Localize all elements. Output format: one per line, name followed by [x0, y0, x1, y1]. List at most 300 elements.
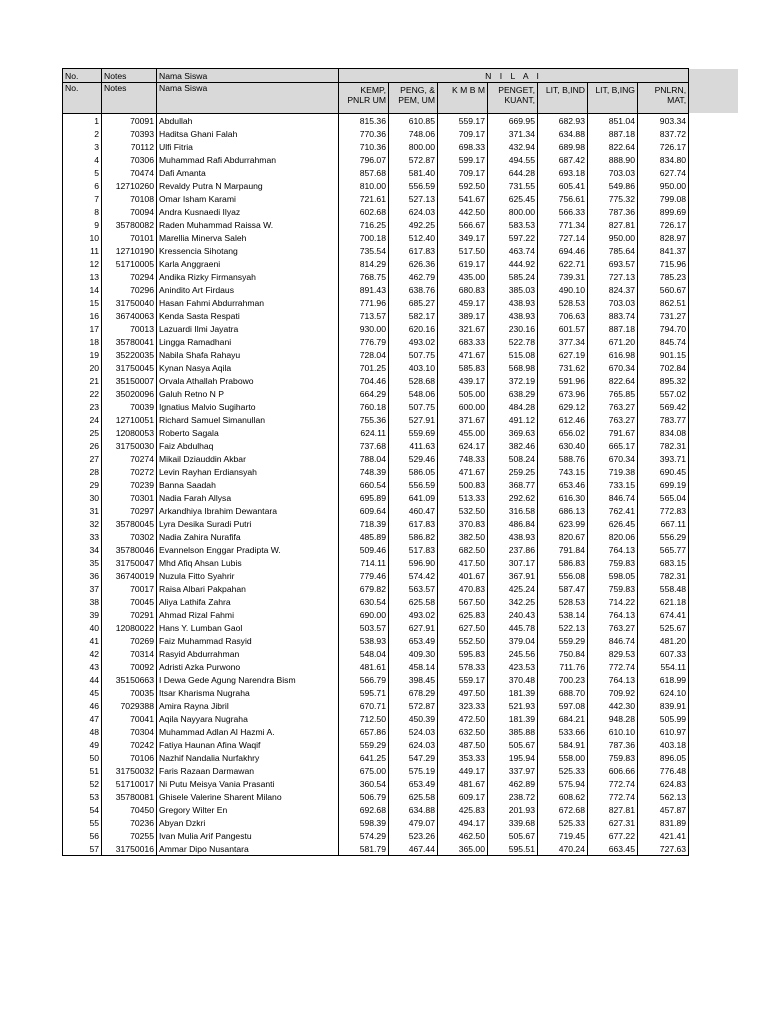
- cell-peng-pem-um: 517.83: [389, 543, 438, 556]
- cell-name: Dafi Amanta: [157, 166, 339, 179]
- cell-lit-b-ing: 606.66: [588, 764, 638, 777]
- cell-lit-b-ind: 791.84: [538, 543, 588, 556]
- cell-penget-kuant: 339.68: [488, 816, 538, 829]
- cell-lit-b-ind: 750.84: [538, 647, 588, 660]
- cell-penget-kuant: 625.45: [488, 192, 538, 205]
- cell-penget-kuant: 240.43: [488, 608, 538, 621]
- cell-name: Rasyid Abdurrahman: [157, 647, 339, 660]
- cell-pnlrn-mat: 565.04: [638, 491, 689, 504]
- cell-lit-b-ind: 672.68: [538, 803, 588, 816]
- cell-kemp-pnlr-um: 712.50: [339, 712, 389, 725]
- cell-penget-kuant: 238.72: [488, 790, 538, 803]
- cell-lit-b-ind: 566.33: [538, 205, 588, 218]
- cell-pnlrn-mat: 557.02: [638, 387, 689, 400]
- cell-pnlrn-mat: 558.48: [638, 582, 689, 595]
- cell-no: 24: [63, 413, 102, 426]
- cell-pnlrn-mat: 895.32: [638, 374, 689, 387]
- cell-pnlrn-mat: 556.29: [638, 530, 689, 543]
- cell-kemp-pnlr-um: 788.04: [339, 452, 389, 465]
- cell-lit-b-ing: 670.34: [588, 361, 638, 374]
- cell-kmbm: 472.50: [438, 712, 488, 725]
- cell-notes: 70269: [102, 634, 157, 647]
- cell-kemp-pnlr-um: 695.89: [339, 491, 389, 504]
- header-lit-b-ing: LIT, B,ING: [588, 83, 638, 114]
- cell-pnlrn-mat: 785.23: [638, 270, 689, 283]
- cell-lit-b-ing: 764.13: [588, 543, 638, 556]
- cell-no: 41: [63, 634, 102, 647]
- cell-kmbm: 748.33: [438, 452, 488, 465]
- table-row: [63, 270, 689, 283]
- cell-name: Raisa Albari Pakpahan: [157, 582, 339, 595]
- cell-notes: 70296: [102, 283, 157, 296]
- cell-pnlrn-mat: 569.42: [638, 400, 689, 413]
- cell-penget-kuant: 259.25: [488, 465, 538, 478]
- cell-notes: 12080053: [102, 426, 157, 439]
- cell-pnlrn-mat: 727.63: [638, 842, 689, 856]
- cell-lit-b-ind: 616.30: [538, 491, 588, 504]
- table-row: [63, 582, 689, 595]
- cell-kemp-pnlr-um: 566.79: [339, 673, 389, 686]
- cell-notes: 70101: [102, 231, 157, 244]
- cell-kemp-pnlr-um: 771.96: [339, 296, 389, 309]
- cell-kemp-pnlr-um: 509.46: [339, 543, 389, 556]
- cell-lit-b-ing: 820.06: [588, 530, 638, 543]
- cell-lit-b-ind: 684.21: [538, 712, 588, 725]
- cell-penget-kuant: 491.12: [488, 413, 538, 426]
- cell-peng-pem-um: 685.27: [389, 296, 438, 309]
- cell-kemp-pnlr-um: 768.75: [339, 270, 389, 283]
- cell-peng-pem-um: 524.03: [389, 725, 438, 738]
- cell-lit-b-ind: 556.08: [538, 569, 588, 582]
- cell-penget-kuant: 342.25: [488, 595, 538, 608]
- cell-pnlrn-mat: 783.77: [638, 413, 689, 426]
- cell-name: Fatiya Haunan Afina Waqif: [157, 738, 339, 751]
- cell-name: Adristi Azka Purwono: [157, 660, 339, 673]
- cell-pnlrn-mat: 782.31: [638, 569, 689, 582]
- cell-lit-b-ing: 827.81: [588, 218, 638, 231]
- cell-pnlrn-mat: 772.83: [638, 504, 689, 517]
- cell-name: Orvala Athallah Prabowo: [157, 374, 339, 387]
- cell-no: 48: [63, 725, 102, 738]
- cell-kmbm: 625.83: [438, 608, 488, 621]
- cell-no: 57: [63, 842, 102, 856]
- cell-pnlrn-mat: 393.71: [638, 452, 689, 465]
- cell-peng-pem-um: 617.83: [389, 517, 438, 530]
- header-no-2: No.: [63, 83, 102, 114]
- cell-lit-b-ind: 525.33: [538, 816, 588, 829]
- cell-kmbm: 505.00: [438, 387, 488, 400]
- cell-lit-b-ind: 627.19: [538, 348, 588, 361]
- cell-peng-pem-um: 575.19: [389, 764, 438, 777]
- header-nilai: N I L A I: [339, 69, 689, 83]
- cell-lit-b-ind: 727.14: [538, 231, 588, 244]
- cell-pnlrn-mat: 839.91: [638, 699, 689, 712]
- cell-kmbm: 389.17: [438, 309, 488, 322]
- cell-no: 17: [63, 322, 102, 335]
- cell-pnlrn-mat: 607.33: [638, 647, 689, 660]
- cell-name: Galuh Retno N P: [157, 387, 339, 400]
- cell-name: Nuzula Fitto Syahrir: [157, 569, 339, 582]
- cell-name: Revaldy Putra N Marpaung: [157, 179, 339, 192]
- cell-lit-b-ind: 634.88: [538, 127, 588, 140]
- cell-lit-b-ind: 743.15: [538, 465, 588, 478]
- cell-lit-b-ing: 709.92: [588, 686, 638, 699]
- cell-pnlrn-mat: 565.77: [638, 543, 689, 556]
- cell-pnlrn-mat: 403.18: [638, 738, 689, 751]
- cell-notes: 51710005: [102, 257, 157, 270]
- cell-penget-kuant: 337.97: [488, 764, 538, 777]
- cell-kemp-pnlr-um: 760.18: [339, 400, 389, 413]
- cell-name: Ivan Mulia Arif Pangestu: [157, 829, 339, 842]
- cell-penget-kuant: 595.51: [488, 842, 538, 856]
- cell-lit-b-ing: 887.18: [588, 127, 638, 140]
- cell-name: Nadia Farah Allysa: [157, 491, 339, 504]
- cell-kemp-pnlr-um: 714.11: [339, 556, 389, 569]
- cell-lit-b-ing: 787.36: [588, 738, 638, 751]
- cell-penget-kuant: 382.46: [488, 439, 538, 452]
- cell-notes: 31750030: [102, 439, 157, 452]
- cell-penget-kuant: 638.29: [488, 387, 538, 400]
- cell-lit-b-ind: 629.12: [538, 400, 588, 413]
- cell-peng-pem-um: 596.90: [389, 556, 438, 569]
- table-row: [63, 608, 689, 621]
- cell-kmbm: 698.33: [438, 140, 488, 153]
- cell-peng-pem-um: 547.29: [389, 751, 438, 764]
- cell-kmbm: 353.33: [438, 751, 488, 764]
- cell-notes: 70291: [102, 608, 157, 621]
- header-pnlrn-mat: PNLRN, MAT,: [638, 83, 689, 114]
- cell-name: Mikail Dziauddin Akbar: [157, 452, 339, 465]
- cell-peng-pem-um: 581.40: [389, 166, 438, 179]
- cell-pnlrn-mat: 481.20: [638, 634, 689, 647]
- cell-kemp-pnlr-um: 679.82: [339, 582, 389, 595]
- cell-name: Ulfi Fitria: [157, 140, 339, 153]
- cell-penget-kuant: 568.98: [488, 361, 538, 374]
- cell-lit-b-ind: 588.76: [538, 452, 588, 465]
- cell-notes: 35150007: [102, 374, 157, 387]
- cell-kmbm: 321.67: [438, 322, 488, 335]
- cell-kmbm: 624.17: [438, 439, 488, 452]
- cell-lit-b-ing: 763.27: [588, 413, 638, 426]
- cell-notes: 70013: [102, 322, 157, 335]
- cell-notes: 70092: [102, 660, 157, 673]
- cell-kmbm: 680.83: [438, 283, 488, 296]
- cell-name: Aliya Lathifa Zahra: [157, 595, 339, 608]
- cell-kmbm: 481.67: [438, 777, 488, 790]
- cell-no: 16: [63, 309, 102, 322]
- table-row: [63, 114, 689, 128]
- cell-kemp-pnlr-um: 595.71: [339, 686, 389, 699]
- cell-penget-kuant: 432.94: [488, 140, 538, 153]
- grades-table: [62, 68, 689, 856]
- cell-lit-b-ing: 671.20: [588, 335, 638, 348]
- cell-lit-b-ind: 587.47: [538, 582, 588, 595]
- cell-notes: 35780041: [102, 335, 157, 348]
- cell-kmbm: 559.17: [438, 114, 488, 128]
- cell-peng-pem-um: 617.83: [389, 244, 438, 257]
- cell-no: 3: [63, 140, 102, 153]
- cell-no: 26: [63, 439, 102, 452]
- cell-lit-b-ind: 601.57: [538, 322, 588, 335]
- cell-pnlrn-mat: 841.37: [638, 244, 689, 257]
- cell-notes: 70301: [102, 491, 157, 504]
- cell-pnlrn-mat: 674.41: [638, 608, 689, 621]
- cell-kmbm: 487.50: [438, 738, 488, 751]
- table-row: [63, 231, 689, 244]
- cell-kmbm: 323.33: [438, 699, 488, 712]
- cell-lit-b-ind: 656.02: [538, 426, 588, 439]
- cell-name: Richard Samuel Simanullan: [157, 413, 339, 426]
- cell-kemp-pnlr-um: 664.29: [339, 387, 389, 400]
- cell-no: 46: [63, 699, 102, 712]
- cell-lit-b-ing: 442.30: [588, 699, 638, 712]
- cell-kmbm: 552.50: [438, 634, 488, 647]
- cell-pnlrn-mat: 845.74: [638, 335, 689, 348]
- cell-lit-b-ing: 846.74: [588, 491, 638, 504]
- cell-lit-b-ind: 771.34: [538, 218, 588, 231]
- cell-notes: 36740019: [102, 569, 157, 582]
- cell-notes: 70302: [102, 530, 157, 543]
- cell-name: Raden Muhammad Raissa W.: [157, 218, 339, 231]
- table-row: [63, 244, 689, 257]
- cell-kmbm: 682.50: [438, 543, 488, 556]
- table-row: [63, 725, 689, 738]
- cell-pnlrn-mat: 950.00: [638, 179, 689, 192]
- cell-penget-kuant: 444.92: [488, 257, 538, 270]
- table-row: [63, 647, 689, 660]
- table-row: [63, 257, 689, 270]
- cell-peng-pem-um: 493.02: [389, 335, 438, 348]
- table-row: [63, 153, 689, 166]
- cell-no: 43: [63, 660, 102, 673]
- table-row: [63, 205, 689, 218]
- table-row: [63, 478, 689, 491]
- cell-penget-kuant: 505.67: [488, 829, 538, 842]
- table-row: [63, 452, 689, 465]
- table-row: [63, 465, 689, 478]
- cell-notes: 70108: [102, 192, 157, 205]
- table-row: [63, 283, 689, 296]
- cell-lit-b-ing: 829.53: [588, 647, 638, 660]
- table-row: [63, 504, 689, 517]
- cell-kemp-pnlr-um: 776.79: [339, 335, 389, 348]
- cell-kmbm: 462.50: [438, 829, 488, 842]
- cell-kmbm: 471.67: [438, 465, 488, 478]
- cell-kemp-pnlr-um: 735.54: [339, 244, 389, 257]
- cell-no: 53: [63, 790, 102, 803]
- cell-kmbm: 494.17: [438, 816, 488, 829]
- cell-no: 42: [63, 647, 102, 660]
- cell-kemp-pnlr-um: 485.89: [339, 530, 389, 543]
- cell-notes: 35780082: [102, 218, 157, 231]
- cell-notes: 70274: [102, 452, 157, 465]
- cell-lit-b-ing: 549.86: [588, 179, 638, 192]
- cell-pnlrn-mat: 731.27: [638, 309, 689, 322]
- cell-peng-pem-um: 625.58: [389, 595, 438, 608]
- cell-kmbm: 382.50: [438, 530, 488, 543]
- table-row: [63, 413, 689, 426]
- cell-peng-pem-um: 548.06: [389, 387, 438, 400]
- cell-peng-pem-um: 398.45: [389, 673, 438, 686]
- cell-penget-kuant: 669.95: [488, 114, 538, 128]
- cell-kemp-pnlr-um: 930.00: [339, 322, 389, 335]
- header-row-1: [63, 69, 689, 83]
- cell-name: Mhd Afiq Ahsan Lubis: [157, 556, 339, 569]
- cell-lit-b-ing: 762.41: [588, 504, 638, 517]
- cell-lit-b-ing: 827.81: [588, 803, 638, 816]
- cell-pnlrn-mat: 837.72: [638, 127, 689, 140]
- cell-name: Amira Rayna Jibril: [157, 699, 339, 712]
- cell-kemp-pnlr-um: 796.07: [339, 153, 389, 166]
- cell-pnlrn-mat: 627.74: [638, 166, 689, 179]
- cell-peng-pem-um: 527.13: [389, 192, 438, 205]
- cell-no: 30: [63, 491, 102, 504]
- header-lit-b-ind: LIT, B,IND: [538, 83, 588, 114]
- cell-name: Muhammad Adlan Al Hazmi A.: [157, 725, 339, 738]
- table-row: [63, 127, 689, 140]
- header-penget-kuant: PENGET, KUANT,: [488, 83, 538, 114]
- cell-peng-pem-um: 559.69: [389, 426, 438, 439]
- cell-peng-pem-um: 450.39: [389, 712, 438, 725]
- cell-pnlrn-mat: 562.13: [638, 790, 689, 803]
- cell-peng-pem-um: 492.25: [389, 218, 438, 231]
- cell-notes: 70272: [102, 465, 157, 478]
- table-row: [63, 764, 689, 777]
- cell-no: 40: [63, 621, 102, 634]
- cell-lit-b-ind: 522.13: [538, 621, 588, 634]
- cell-penget-kuant: 368.77: [488, 478, 538, 491]
- cell-no: 8: [63, 205, 102, 218]
- cell-no: 23: [63, 400, 102, 413]
- cell-kmbm: 709.17: [438, 127, 488, 140]
- cell-peng-pem-um: 624.03: [389, 738, 438, 751]
- table-row: [63, 543, 689, 556]
- table-row: [63, 699, 689, 712]
- cell-no: 28: [63, 465, 102, 478]
- cell-kemp-pnlr-um: 692.68: [339, 803, 389, 816]
- cell-peng-pem-um: 610.85: [389, 114, 438, 128]
- cell-no: 14: [63, 283, 102, 296]
- cell-no: 25: [63, 426, 102, 439]
- cell-kmbm: 559.17: [438, 673, 488, 686]
- cell-lit-b-ind: 377.34: [538, 335, 588, 348]
- cell-no: 13: [63, 270, 102, 283]
- table-row: [63, 621, 689, 634]
- cell-no: 9: [63, 218, 102, 231]
- cell-penget-kuant: 372.19: [488, 374, 538, 387]
- cell-name: Evannelson Enggar Pradipta W.: [157, 543, 339, 556]
- cell-name: Omar Isham Karami: [157, 192, 339, 205]
- cell-penget-kuant: 369.63: [488, 426, 538, 439]
- cell-notes: 70242: [102, 738, 157, 751]
- cell-no: 21: [63, 374, 102, 387]
- cell-no: 51: [63, 764, 102, 777]
- cell-kemp-pnlr-um: 716.25: [339, 218, 389, 231]
- cell-lit-b-ing: 887.18: [588, 322, 638, 335]
- cell-lit-b-ind: 689.98: [538, 140, 588, 153]
- cell-lit-b-ing: 727.13: [588, 270, 638, 283]
- cell-no: 35: [63, 556, 102, 569]
- cell-notes: 70474: [102, 166, 157, 179]
- table-row: [63, 517, 689, 530]
- cell-kmbm: 566.67: [438, 218, 488, 231]
- cell-penget-kuant: 583.53: [488, 218, 538, 231]
- cell-lit-b-ing: 703.03: [588, 166, 638, 179]
- cell-notes: 35780045: [102, 517, 157, 530]
- cell-lit-b-ind: 591.96: [538, 374, 588, 387]
- cell-kemp-pnlr-um: 713.57: [339, 309, 389, 322]
- cell-name: Abyan Dzkri: [157, 816, 339, 829]
- cell-lit-b-ind: 597.08: [538, 699, 588, 712]
- table-row: [63, 166, 689, 179]
- cell-notes: 12710260: [102, 179, 157, 192]
- cell-penget-kuant: 597.22: [488, 231, 538, 244]
- table-row: [63, 569, 689, 582]
- cell-name: Levin Rayhan Erdiansyah: [157, 465, 339, 478]
- cell-lit-b-ing: 665.17: [588, 439, 638, 452]
- cell-lit-b-ing: 888.90: [588, 153, 638, 166]
- cell-notes: 70314: [102, 647, 157, 660]
- cell-penget-kuant: 181.39: [488, 686, 538, 699]
- cell-lit-b-ing: 677.22: [588, 829, 638, 842]
- cell-lit-b-ind: 719.45: [538, 829, 588, 842]
- cell-notes: 35780046: [102, 543, 157, 556]
- cell-kmbm: 595.83: [438, 647, 488, 660]
- cell-no: 6: [63, 179, 102, 192]
- cell-peng-pem-um: 411.63: [389, 439, 438, 452]
- cell-name: Roberto Sagala: [157, 426, 339, 439]
- cell-kemp-pnlr-um: 506.79: [339, 790, 389, 803]
- cell-peng-pem-um: 462.79: [389, 270, 438, 283]
- cell-lit-b-ing: 610.10: [588, 725, 638, 738]
- cell-pnlrn-mat: 799.08: [638, 192, 689, 205]
- cell-kemp-pnlr-um: 602.68: [339, 205, 389, 218]
- cell-peng-pem-um: 748.06: [389, 127, 438, 140]
- cell-lit-b-ind: 687.42: [538, 153, 588, 166]
- cell-no: 47: [63, 712, 102, 725]
- header-peng-pem-um: PENG, & PEM, UM: [389, 83, 438, 114]
- cell-name: Anindito Art Firdaus: [157, 283, 339, 296]
- cell-name: Ahmad Rizal Fahmi: [157, 608, 339, 621]
- cell-peng-pem-um: 529.46: [389, 452, 438, 465]
- cell-penget-kuant: 425.24: [488, 582, 538, 595]
- table-row: [63, 660, 689, 673]
- cell-lit-b-ind: 673.96: [538, 387, 588, 400]
- table-row: [63, 179, 689, 192]
- cell-pnlrn-mat: 834.08: [638, 426, 689, 439]
- cell-notes: 35150663: [102, 673, 157, 686]
- cell-penget-kuant: 316.58: [488, 504, 538, 517]
- cell-notes: 31750045: [102, 361, 157, 374]
- cell-no: 54: [63, 803, 102, 816]
- cell-kmbm: 619.17: [438, 257, 488, 270]
- cell-kmbm: 401.67: [438, 569, 488, 582]
- cell-lit-b-ing: 759.83: [588, 556, 638, 569]
- cell-kemp-pnlr-um: 559.29: [339, 738, 389, 751]
- cell-peng-pem-um: 467.44: [389, 842, 438, 856]
- cell-peng-pem-um: 523.26: [389, 829, 438, 842]
- cell-no: 1: [63, 114, 102, 128]
- cell-notes: 70294: [102, 270, 157, 283]
- cell-name: Hasan Fahmi Abdurrahman: [157, 296, 339, 309]
- cell-lit-b-ing: 772.74: [588, 660, 638, 673]
- cell-kemp-pnlr-um: 779.46: [339, 569, 389, 582]
- cell-peng-pem-um: 634.88: [389, 803, 438, 816]
- cell-notes: 70450: [102, 803, 157, 816]
- cell-pnlrn-mat: 457.87: [638, 803, 689, 816]
- cell-notes: 70039: [102, 400, 157, 413]
- cell-notes: 70035: [102, 686, 157, 699]
